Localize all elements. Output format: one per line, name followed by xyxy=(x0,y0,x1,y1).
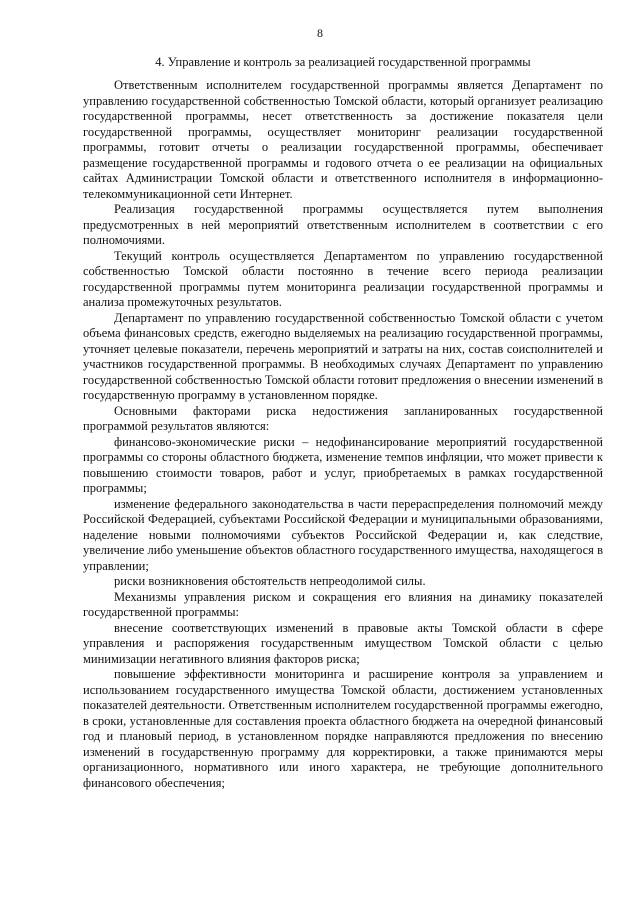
paragraph: риски возникновения обстоятельств непреодолимой силы. xyxy=(114,574,426,588)
paragraph: Текущий контроль осуществляется Департаментом по управлению государственной собственностью Томской области постоянно в течение всего периода реализации государственной программы путем мониторинга реализации государственной программы и анализа промежуточных результатов. xyxy=(83,248,603,309)
page-number: 8 xyxy=(317,26,323,40)
paragraph: Механизмы управления риском и сокращения его влияния на динамику показателей государственной программы: xyxy=(83,589,603,619)
paragraph: Департамент по управлению государственной собственностью Томской области с учетом объема финансовых средств, ежегодно выделяемых на реализацию государственной программы, уточняет целевые показатели, перечень мероприятий и затраты на них, состав соисполнителей и участников государственной программы. В необходимых случаях Департамент по управлению государственной собственностью Томской области готовит предложения о внесении изменений в государственную программу в установленном порядке. xyxy=(83,310,603,402)
section-heading: 4. Управление и контроль за реализацией государственной программы xyxy=(155,55,531,69)
paragraph: Ответственным исполнителем государственной программы является Департамент по управлению государственной собственностью Томской области, который организует реализацию государственной программы, несет ответственность за достижение показателя цели государственной программы, осуществляет мониторинг реализации государственной программы, готовит отчеты о реализации государственной программы, обеспечивает размещение государственной программы и годового отчета о ее реализации на официальных сайтах Администрации Томской области и ответственного исполнителя в информационно-телекоммуникационной сети Интернет. xyxy=(83,78,603,201)
paragraph: Основными факторами риска недостижения запланированных государственной программой результатов являются: xyxy=(83,403,603,433)
paragraph: Реализация государственной программы осуществляется путем выполнения предусмотренных в ней мероприятий ответственным исполнителем в соответствии с его полномочиями. xyxy=(83,202,603,247)
body-text xyxy=(83,78,603,791)
paragraph: внесение соответствующих изменений в правовые акты Томской области в сфере управления и распоряжения государственным имуществом Томской области с целью минимизации негативного влияния факторов риска; xyxy=(83,620,603,666)
paragraph: изменение федерального законодательства в части перераспределения полномочий между Российской Федерацией, субъектами Российской Федерации и муниципальными образованиями, наделение новыми полномочиями субъектов Российской Федерации и, как следствие, увеличение либо уменьшение объектов областного государственного имущества, находящегося в управлении; xyxy=(83,496,603,573)
paragraph: повышение эффективности мониторинга и расширение контроля за управлением и использованием государственного имущества Томской области, достижением установленных показателей деятельности. Ответственным исполнителем государственной программы ежегодно, в сроки, установленные для составления проекта областного бюджета на очередной финансовый год и плановый период, в установленном порядке направляются предложения по внесению изменений в государственную программу для корректировки, а также принимаются меры организационного, нормативного или иного характера, не требующие дополнительного финансового обеспечения; xyxy=(83,667,603,790)
paragraph: финансово-экономические риски – недофинансирование мероприятий государственной программы со стороны областного бюджета, изменение темпов инфляции, что может привести к повышению стоимости товаров, работ и услуг, приобретаемых в рамках государственной программы; xyxy=(83,434,603,495)
